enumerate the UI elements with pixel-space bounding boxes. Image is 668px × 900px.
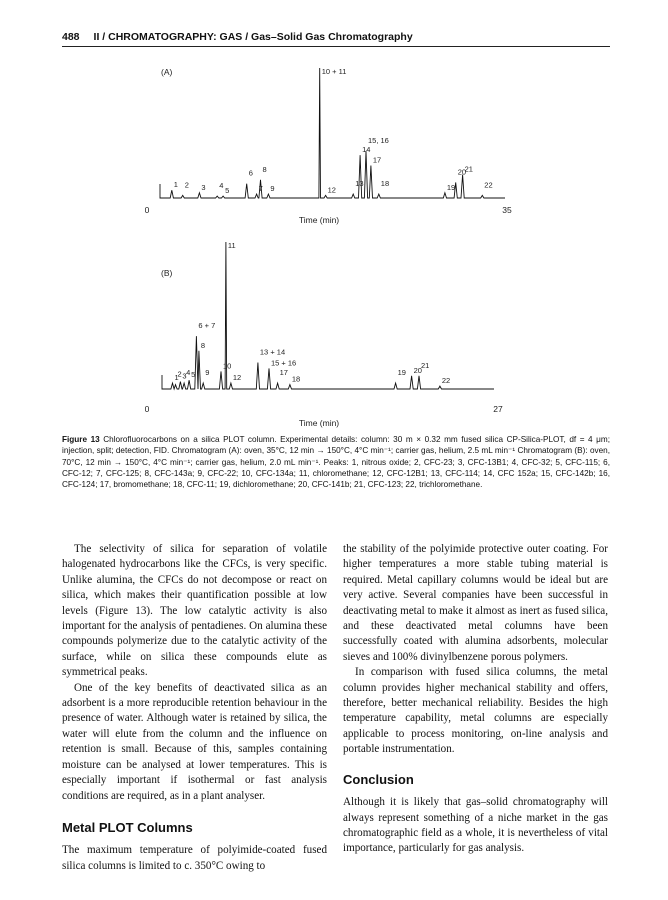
panel-b-peak-label-12: 13 + 14 xyxy=(259,347,286,357)
panel-a-peak-label-15: 17 xyxy=(372,155,382,165)
panel-a-peak-label-18: 20 xyxy=(457,167,467,177)
panel-a-peak-label-19: 21 xyxy=(464,164,473,174)
panel-a-peak-label-14: 15, 16 xyxy=(368,136,389,146)
panel-b-peak-label-15: 18 xyxy=(291,374,301,384)
panel-a-peak-label-1: 1 xyxy=(173,180,178,190)
body-paragraph-3: The maximum temperature of polyimide-coated fused silica columns is limited to c. 350°C owing to xyxy=(62,844,327,872)
panel-b-peak-label-3: 3 xyxy=(182,371,187,381)
panel-b-peak-label-5: 5 xyxy=(191,370,196,380)
panel-b-peak-label-10: 11 xyxy=(227,241,236,250)
panel-b-peak-label-13: 15 + 16 xyxy=(271,358,297,368)
panel-b-tick-0: 0 xyxy=(144,404,150,414)
panel-a-peak-label-4: 4 xyxy=(219,181,224,191)
panel-a-label: (A) xyxy=(161,67,173,77)
panel-a-peak-label-17: 19 xyxy=(446,182,456,192)
panel-b-peak-label-9: 10 xyxy=(223,361,232,371)
panel-b-peak-label-14: 17 xyxy=(279,368,288,378)
body-paragraph-4: the stability of the polyimide protective outer coating. For higher temperatures a more stable tubing material is required. Metal capillary columns would be ideal but are very active. Several companies have been successful in deactivating metal to make it almost as inert as fused silica, and these deactivated metal columns have been successfully coated with alumina adsorbents, molecular sieves and 100% divinylbenzene porous polymers. xyxy=(343,543,608,663)
panel-b-xlabel: Time (min) xyxy=(298,418,340,428)
panel-b-peak-label-1: 1 xyxy=(174,373,179,383)
panel-b-label: (B) xyxy=(161,268,173,278)
body-paragraph-2: One of the key benefits of deactivated silica as an adsorbent is a more reproducible retention behaviour in the presence of water. Although water is retained by silica, the water will elute from the column and the influence on retention is small. Because of this, samples containing moisture can be analysed at lower temperatures. This is especially important if isothermal or fast analysis conditions are required, as in a plant analyser. xyxy=(62,681,327,802)
panel-b-peak-label-16: 19 xyxy=(397,368,406,378)
panel-b-peak-label-7: 8 xyxy=(200,340,206,350)
running-title: II / CHROMATOGRAPHY: GAS / Gas–Solid Gas Chromatography xyxy=(93,31,413,43)
chromatogram-b-trace xyxy=(162,242,494,389)
panel-a-peak-label-5: 5 xyxy=(225,186,230,196)
panel-a-peak-label-13: 14 xyxy=(362,145,371,155)
panel-a-peak-label-12: 13 xyxy=(355,179,364,189)
body-paragraph-1: The selectivity of silica for separation of volatile halogenated hydrocarbons like the CFCs, is very specific. Unlike alumina, the CFCs do not decompose or react on silica, which makes their quantification possible at low levels (Figure 13). The low catalytic activity is also important for the analysis of pentadienes. On alumina these compounds polymerize due to the catalytic activity of the surface, while on silica these compounds elute as symmetrical peaks. xyxy=(62,543,327,679)
body-paragraph-6: Although it is likely that gas–solid chromatography will always represent something of a niche market in the gas chromatographic field as a whole, it is nevertheless of vital importance, particularly for gas analysis. xyxy=(343,796,608,855)
panel-a-peak-label-7: 7 xyxy=(258,184,263,194)
panel-b-tick-27: 27 xyxy=(493,404,503,414)
left-column xyxy=(62,542,327,874)
panel-a-peak-label-11: 12 xyxy=(327,185,336,195)
panel-a-peak-label-3: 3 xyxy=(201,182,206,192)
page-number: 488 xyxy=(62,31,80,43)
panel-b-peak-label-2: 2 xyxy=(177,369,182,379)
right-column xyxy=(343,542,608,857)
panel-b-peak-label-4: 4 xyxy=(186,368,191,378)
panel-a-xlabel: Time (min) xyxy=(298,215,340,225)
panel-b-peak-label-18: 21 xyxy=(421,360,430,370)
panel-a-peak-label-9: 9 xyxy=(270,184,275,194)
panel-b-peak-label-6: 6 + 7 xyxy=(198,321,216,331)
chromatogram-a-trace xyxy=(160,68,505,198)
panel-b-peak-label-17: 20 xyxy=(413,365,422,375)
section-heading-conclusion: Conclusion xyxy=(343,771,414,787)
panel-a-peak-label-16: 18 xyxy=(380,179,390,189)
chromatogram-figure xyxy=(0,0,668,430)
panel-a-tick-35: 35 xyxy=(502,205,512,215)
section-heading-metal-plot: Metal PLOT Columns xyxy=(62,819,193,835)
panel-a-peak-label-6: 6 xyxy=(248,168,253,178)
panel-b-peak-label-8: 9 xyxy=(205,368,210,378)
body-paragraph-5: In comparison with fused silica columns, the metal column provides higher mechanical stability and offers, therefore, better mechanical reliability. Besides the high temperature capability, metal columns are especially applicable to process monitoring, on-line analysis and portable instrumentation. xyxy=(343,666,608,756)
panel-a-tick-0: 0 xyxy=(144,205,150,215)
panel-a-peak-label-10: 10 + 11 xyxy=(321,67,347,76)
figure-label: Figure 13 xyxy=(62,435,100,444)
panel-a-peak-label-8: 8 xyxy=(262,164,267,174)
figure-caption xyxy=(62,434,610,490)
panel-b-peak-label-11: 12 xyxy=(232,373,242,383)
panel-b-peak-label-19: 22 xyxy=(441,376,451,386)
figure-caption-text: Chlorofluorocarbons on a silica PLOT column. Experimental details: column: 30 m × 0.32 mm fused silica CP-Silica-PLOT, df = 4 μm; injection, split; detection, FID. Chromatogram (A): oven, 35°C, 12 min → 150°C, 4°C min⁻¹; carrier gas, helium, 2.5 mL min⁻¹ Chromatogram (B): oven, 70°C, 12 min → 150°C, 4°C min⁻¹; carrier gas, helium, 2.0 mL min⁻¹. Peaks: 1, nitrous oxide; 2, CFC-23; 3, CFC-13B1; 4, CFC-32; 5, CFC-115; 6, CFC-12; 7, CFC-125; 8, CFC-143a; 9, CFC-22; 10, CFC-134a; 11, chloromethane; 12, CFC-12B1; 13, CFC-114; 14, CFC 152a; 15, CFC-142b; 16, CFC-124; 17, bromomethane; 18, CFC-11; 19, dichloromethane; 20, CFC-141b; 21, CFC-123; 22, trichloromethane. xyxy=(62,435,610,490)
panel-a-peak-label-2: 2 xyxy=(184,180,189,190)
panel-a-peak-label-20: 22 xyxy=(484,180,493,190)
